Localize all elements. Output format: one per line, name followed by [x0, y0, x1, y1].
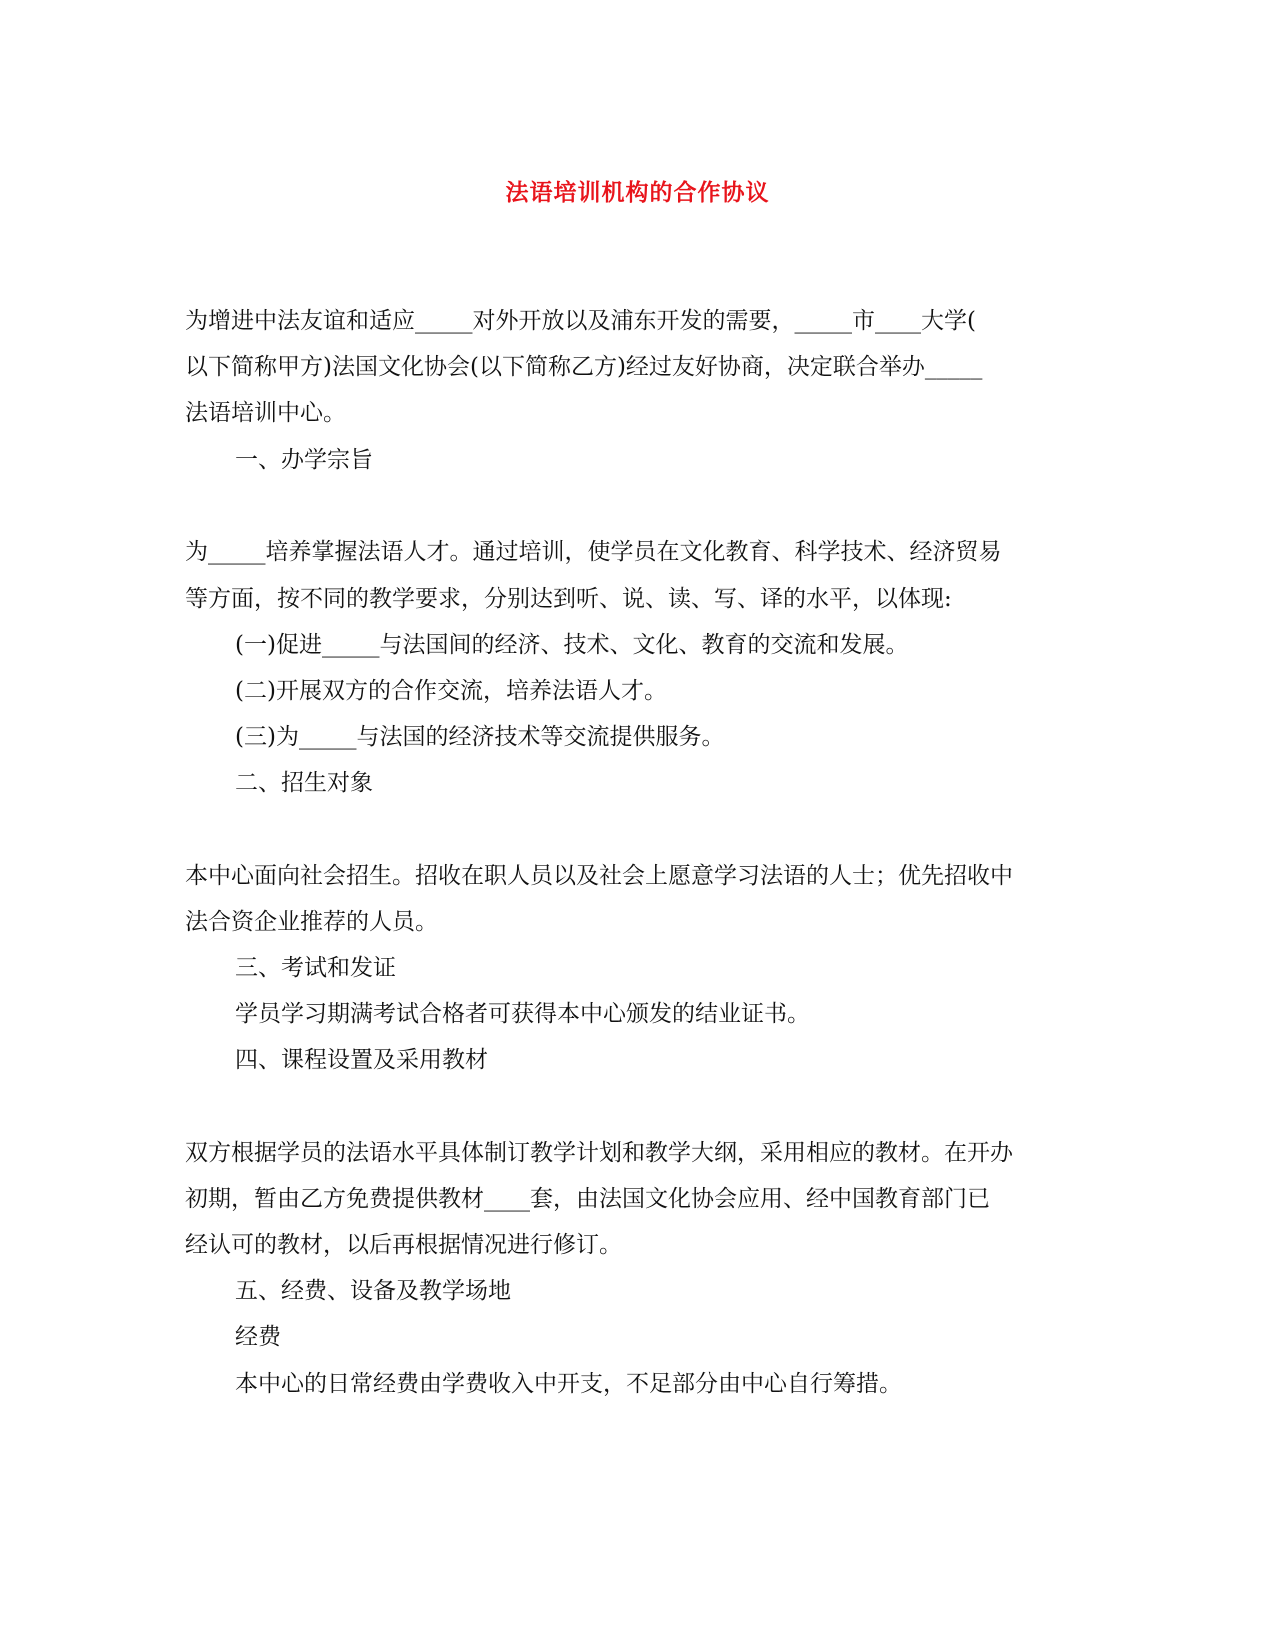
intro-line-2: 以下简称甲方)法国文化协会(以下简称乙方)经过友好协商，决定联合举办_____ [185, 354, 983, 380]
enrollment-line-2: 法合资企业推荐的人员。 [185, 909, 438, 935]
purpose-line-2: 等方面，按不同的教学要求，分别达到听、说、读、写、译的水平，以体现: [185, 586, 952, 612]
document-title: 法语培训机构的合作协议 [505, 179, 770, 206]
subheading-funding: 经费 [235, 1324, 281, 1350]
course-line-3: 经认可的教材，以后再根据情况进行修订。 [185, 1232, 622, 1258]
purpose-item-1: (一)促进_____与法国间的经济、技术、文化、教育的交流和发展。 [235, 632, 909, 658]
section-heading-4: 四、课程设置及采用教材 [235, 1047, 488, 1073]
purpose-line-1: 为_____培养掌握法语人才。通过培训，使学员在文化教育、科学技术、经济贸易 [185, 539, 1002, 565]
course-line-1: 双方根据学员的法语水平具体制订教学计划和教学大纲，采用相应的教材。在开办 [185, 1140, 1013, 1166]
course-line-2: 初期，暂由乙方免费提供教材____套，由法国文化协会应用、经中国教育部门已 [185, 1186, 990, 1212]
section-heading-1: 一、办学宗旨 [235, 447, 373, 473]
enrollment-line-1: 本中心面向社会招生。招收在职人员以及社会上愿意学习法语的人士；优先招收中 [185, 863, 1013, 889]
intro-line-3: 法语培训中心。 [185, 400, 346, 426]
funding-text: 本中心的日常经费由学费收入中开支，不足部分由中心自行筹措。 [235, 1371, 902, 1397]
section-heading-2: 二、招生对象 [235, 770, 373, 796]
exam-text: 学员学习期满考试合格者可获得本中心颁发的结业证书。 [235, 1001, 810, 1027]
section-heading-3: 三、考试和发证 [235, 955, 396, 981]
section-heading-5: 五、经费、设备及教学场地 [235, 1278, 511, 1304]
purpose-item-2: (二)开展双方的合作交流，培养法语人才。 [235, 678, 667, 704]
intro-line-1: 为增进中法友谊和适应_____对外开放以及浦东开发的需要，_____市____大学( [185, 308, 976, 334]
purpose-item-3: (三)为_____与法国的经济技术等交流提供服务。 [235, 724, 725, 750]
